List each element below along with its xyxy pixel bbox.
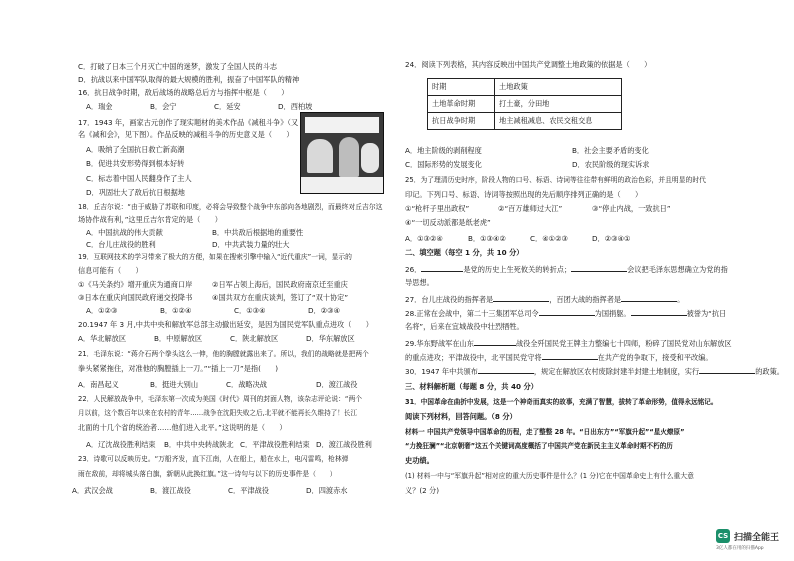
answer-blank[interactable] bbox=[542, 352, 598, 360]
q21-option-d: D．渡江战役 bbox=[316, 380, 358, 389]
q24-option-d: D．农民阶级的现实诉求 bbox=[572, 160, 650, 169]
q24-stem: 24．阅读下列表格，其内容反映出中国共产党调整土地政策的依据是（ ） bbox=[405, 60, 652, 69]
q16-option-d: D．西柏坡 bbox=[278, 102, 313, 111]
q16-stem: 16．抗日战争时期，敌后战场的战略总后方与指挥中枢是（ ） bbox=[78, 88, 289, 97]
q26-line2: 导思想。 bbox=[405, 278, 434, 287]
q22-option-d: D．渡江战役胜利 bbox=[316, 440, 372, 449]
q26-line1 bbox=[405, 264, 728, 274]
camscanner-logo-icon: CS bbox=[716, 529, 730, 543]
q25-stem-line2: 印记。下列口号、标语、诗词等按照出现的先后顺序排列正确的是（ ） bbox=[405, 190, 643, 199]
q21-stem-line2: 拳头紧紧拖住，对准他的胸膛插上一刀。”“插上一刀”是指( ) bbox=[78, 364, 279, 373]
q25-item-3: ③“停止内战，一致抗日” bbox=[592, 204, 671, 213]
q18-option-b: B．中共敌后根据地的重要性 bbox=[212, 228, 304, 237]
table-cell: 地主减租减息、农民交租交息 bbox=[495, 113, 622, 130]
q19-option-a: A．①②③ bbox=[86, 306, 118, 315]
q17-stem-line1: 17．1943 年，画家古元创作了现实题材的美术作品《减租斗争》（又 bbox=[78, 118, 299, 127]
q23-option-c: C．平津战役 bbox=[228, 486, 269, 495]
q28-text-3: 被誉为“抗日 bbox=[686, 309, 727, 318]
q19-item-3: ③日本在重庆向国民政府递交投降书 bbox=[78, 293, 193, 302]
answer-blank[interactable] bbox=[493, 294, 549, 302]
q21-stem-line1: 21．毛泽东说：“蒋介石两个拳头这么一伸，他的胸膛就露出来了。所以，我们的战略就是把两个 bbox=[78, 350, 369, 358]
q30-text-3: 的政策。 bbox=[755, 367, 784, 376]
answer-blank[interactable] bbox=[474, 338, 516, 346]
table-row bbox=[428, 96, 622, 113]
answer-blank[interactable] bbox=[421, 264, 463, 272]
q28-text-2: 为国捐躯。 bbox=[594, 309, 631, 318]
q19-item-4: ④国共双方在重庆谈判，签订了“双十协定” bbox=[212, 293, 349, 302]
section-fill-in-heading: 二、填空题（每空 1 分，共 10 分） bbox=[405, 248, 524, 257]
q16-option-c: C．延安 bbox=[214, 102, 241, 111]
camscanner-tagline: 3亿人都在用的扫描App bbox=[716, 546, 764, 551]
q24-option-c: C．国际形势的发展变化 bbox=[405, 160, 482, 169]
q19-option-d: D．②③④ bbox=[308, 306, 341, 315]
q23-stem-line2: 雨在敌前，却将城头落白旗，新朝从此换红旗。”这一诗句与以下的历史事件是（ ） bbox=[78, 470, 337, 478]
q29-text-4: 在共产党的争取下，接受和平改编。 bbox=[597, 353, 713, 362]
q18-stem-line1: 18．丘吉尔说：“由于威胁了苏联和印度，必将会导致整个战争中东部向各地剧烈，而最终对丘吉尔这 bbox=[78, 203, 383, 211]
q25-option-b: B．①③④② bbox=[468, 234, 506, 243]
q28-line1 bbox=[405, 308, 726, 318]
q18-stem-line2: 场协作战有利，”这里丘吉尔肯定的是（ ） bbox=[78, 215, 222, 224]
q23-option-d: D．四渡赤水 bbox=[306, 486, 348, 495]
q26-text-2: 会议把毛泽东思想确立为党的指 bbox=[627, 265, 728, 274]
table-cell: 抗日战争时期 bbox=[428, 113, 495, 130]
q15-option-c: C．打破了日本三个月灭亡中国的迷梦，激发了全国人民的斗志 bbox=[78, 62, 278, 71]
q24-option-a: A．地主阶级的剥削程度 bbox=[405, 146, 482, 155]
q25-stem-line1: 25．为了理清历史时序，阶段人物的口号、标语、诗词等往往带有鲜明的政治色彩，并且明显的时代 bbox=[405, 176, 706, 184]
land-policy-table bbox=[427, 78, 622, 130]
q29-line2 bbox=[405, 352, 713, 362]
q23-stem-line1: 23．诗歌可以反映历史。“万船齐发，直下江南，人在船上，船在水上，电闪雷鸣，枪林弹 bbox=[78, 455, 349, 463]
q20-option-d: D．华东解放区 bbox=[306, 334, 355, 343]
q20-option-b: B．中原解放区 bbox=[154, 334, 203, 343]
q19-stem-line1: 19．互联网技术的学习带来了极大的方便，如果在搜索引擎中输入“近代重庆”一词，显示的 bbox=[78, 253, 352, 261]
table-cell: 时期 bbox=[428, 79, 495, 96]
q25-option-d: D．②③④① bbox=[592, 234, 631, 243]
camscanner-brand: 扫描全能王 bbox=[734, 533, 780, 543]
q16-option-b: B．会宁 bbox=[150, 102, 177, 111]
q27-text-2: ，百团大战的指挥者是 bbox=[549, 295, 622, 304]
q25-option-a: A．①③②④ bbox=[405, 234, 443, 243]
material-1-line3: 史功绩。 bbox=[405, 456, 434, 465]
q24-option-b: B．社会主要矛盾的变化 bbox=[572, 146, 649, 155]
q22-option-c: C．平津战役胜利结束 bbox=[240, 440, 310, 449]
table-cell: 土地革命时期 bbox=[428, 96, 495, 113]
q21-option-b: B．挺进大别山 bbox=[150, 380, 199, 389]
q16-option-a: A．瑞金 bbox=[86, 102, 113, 111]
q26-text-1: 是党的历史上生死攸关的转折点； bbox=[463, 265, 572, 274]
table-row bbox=[428, 113, 622, 130]
q27-text-1: 27．台儿庄战役的指挥者是 bbox=[405, 295, 494, 304]
answer-blank[interactable] bbox=[571, 264, 627, 272]
q18-option-c: C．台儿庄战役的胜利 bbox=[86, 240, 156, 249]
q31-sub1-line2: 义？(2 分) bbox=[405, 486, 440, 495]
answer-blank[interactable] bbox=[631, 308, 687, 316]
q28-text-1: 28.正常在会战中，第二十三集团军总司令 bbox=[405, 309, 539, 318]
q25-item-1: ①“枪杆子里出政权” bbox=[405, 204, 470, 213]
q19-item-2: ②日军占领上海后，国民政府南京迁至重庆 bbox=[212, 280, 348, 289]
q22-option-a: A．辽沈战役胜利结束 bbox=[86, 440, 156, 449]
q29-line1 bbox=[405, 338, 732, 348]
table-cell: 打土豪，分田地 bbox=[495, 96, 622, 113]
q22-stem-line2: 月以前，这个数百年以来在农村的青年……战争在沈阳失败之后,北平就不能再长久维持了！长江 bbox=[78, 409, 358, 417]
q30-line bbox=[405, 366, 784, 376]
q15-option-d: D．抗战以来中国军队取得的最大规模的胜利，振奋了中国军队的精神 bbox=[78, 75, 300, 84]
q29-text-3: 的重点进攻；平津战役中，北平国民党守将 bbox=[405, 353, 542, 362]
q29-text-1: 29.华东野战军在山东 bbox=[405, 339, 474, 348]
q29-text-2: 战役全歼国民党王牌主力整编七十四师，粉碎了国民党对山东解放区 bbox=[515, 339, 732, 348]
q21-option-a: A．南昌起义 bbox=[78, 380, 119, 389]
q17-option-c: C．标志着中国人民翻身作了主人 bbox=[86, 174, 192, 183]
q18-option-a: A．中国抗战的伟大贡献 bbox=[86, 228, 163, 237]
material-1-line2: “力挽狂澜”“北京朝奢”这五个关键词高度概括了中国共产党在新民主主义革命时期不朽的历 bbox=[405, 442, 673, 450]
q28-line2: 名将”，后来在宜城战役中壮烈牺牲。 bbox=[405, 322, 524, 331]
q23-option-a: A．武汉会战 bbox=[72, 486, 113, 495]
q30-text-1: 30．1947 年中共颁布 bbox=[405, 367, 478, 376]
material-1-line1: 材料一 中国共产党领导中国革命的历程，走了整整 28 年。“日出东方”“军旗升起”“星火燎原” bbox=[405, 428, 685, 436]
q17-option-a: A．吸纳了全国抗日救亡新高潮 bbox=[86, 145, 185, 154]
table-header-row bbox=[428, 79, 622, 96]
q20-option-a: A．华北解放区 bbox=[78, 334, 127, 343]
woodcut-image bbox=[300, 112, 384, 194]
q17-stem-line2: 名《减和会》，见下图）。作品反映的减租斗争的历史意义是（ ） bbox=[78, 130, 294, 139]
q19-item-1: ①《马关条约》增开重庆为通商口岸 bbox=[78, 280, 193, 289]
q30-text-2: ，规定在解放区农村废除封建半封建土地制度，实行 bbox=[533, 367, 700, 376]
q22-option-b: B．中共中央转战陕北 bbox=[164, 440, 234, 449]
q25-item-2: ②“百万雄师过大江” bbox=[498, 204, 563, 213]
q31-sub1-line1: (1) 材料一中与“军旗升起”相对应的重大历史事件是什么？(1 分)它在中国革命史上有什么重大意 bbox=[405, 472, 694, 480]
q19-stem-line2: 信息可能有（ ） bbox=[78, 266, 143, 275]
q22-stem-line1: 22．人民解放战争中，毛泽东第一次成为美国《时代》周刊的封面人物，该杂志评论说：“两个 bbox=[78, 395, 363, 403]
section-material-heading: 三、材料解析题（每题 8 分，共 40 分） bbox=[405, 382, 538, 391]
q18-option-d: D．中共武装力量的壮大 bbox=[212, 240, 290, 249]
q25-item-4: ④“一切反动派都是纸老虎” bbox=[405, 218, 491, 227]
q26-number: 26． bbox=[405, 265, 422, 274]
q31-stem-line1: 31．中国革命在曲折中发展，这是一个神奇而真实的故事，充满了智慧，拔转了革命形势，值得永远铭记。 bbox=[405, 398, 718, 406]
q31-stem-line2: 阅读下列材料，回答问题。（8 分） bbox=[405, 412, 517, 421]
q22-stem-line3: 北面的十几个省的统治者……他们进入北平。”这说明的是（ ） bbox=[78, 423, 287, 432]
q19-option-b: B．①②④ bbox=[160, 306, 192, 315]
q17-option-b: B．促进共安形势得到根本好转 bbox=[86, 159, 185, 168]
q19-option-c: C．①③④ bbox=[234, 306, 266, 315]
q25-option-c: C．④①②③ bbox=[530, 234, 568, 243]
q20-option-c: C．陕北解放区 bbox=[230, 334, 279, 343]
q27-line bbox=[405, 294, 684, 304]
q17-option-d: D．巩固壮大了敌后抗日根据地 bbox=[86, 188, 185, 197]
table-cell: 土地政策 bbox=[495, 79, 622, 96]
q21-option-c: C．战略决战 bbox=[226, 380, 267, 389]
answer-blank[interactable] bbox=[539, 308, 595, 316]
answer-blank[interactable] bbox=[478, 366, 534, 374]
answer-blank[interactable] bbox=[699, 366, 755, 374]
answer-blank[interactable] bbox=[621, 294, 677, 302]
q27-text-3: 。 bbox=[677, 295, 685, 304]
q20-stem: 20.1947 年 3 月,中共中央和解放军总部主动撤出延安，是因为国民党军队重点进攻（ ） bbox=[78, 320, 374, 329]
q23-option-b: B．渡江战役 bbox=[150, 486, 191, 495]
